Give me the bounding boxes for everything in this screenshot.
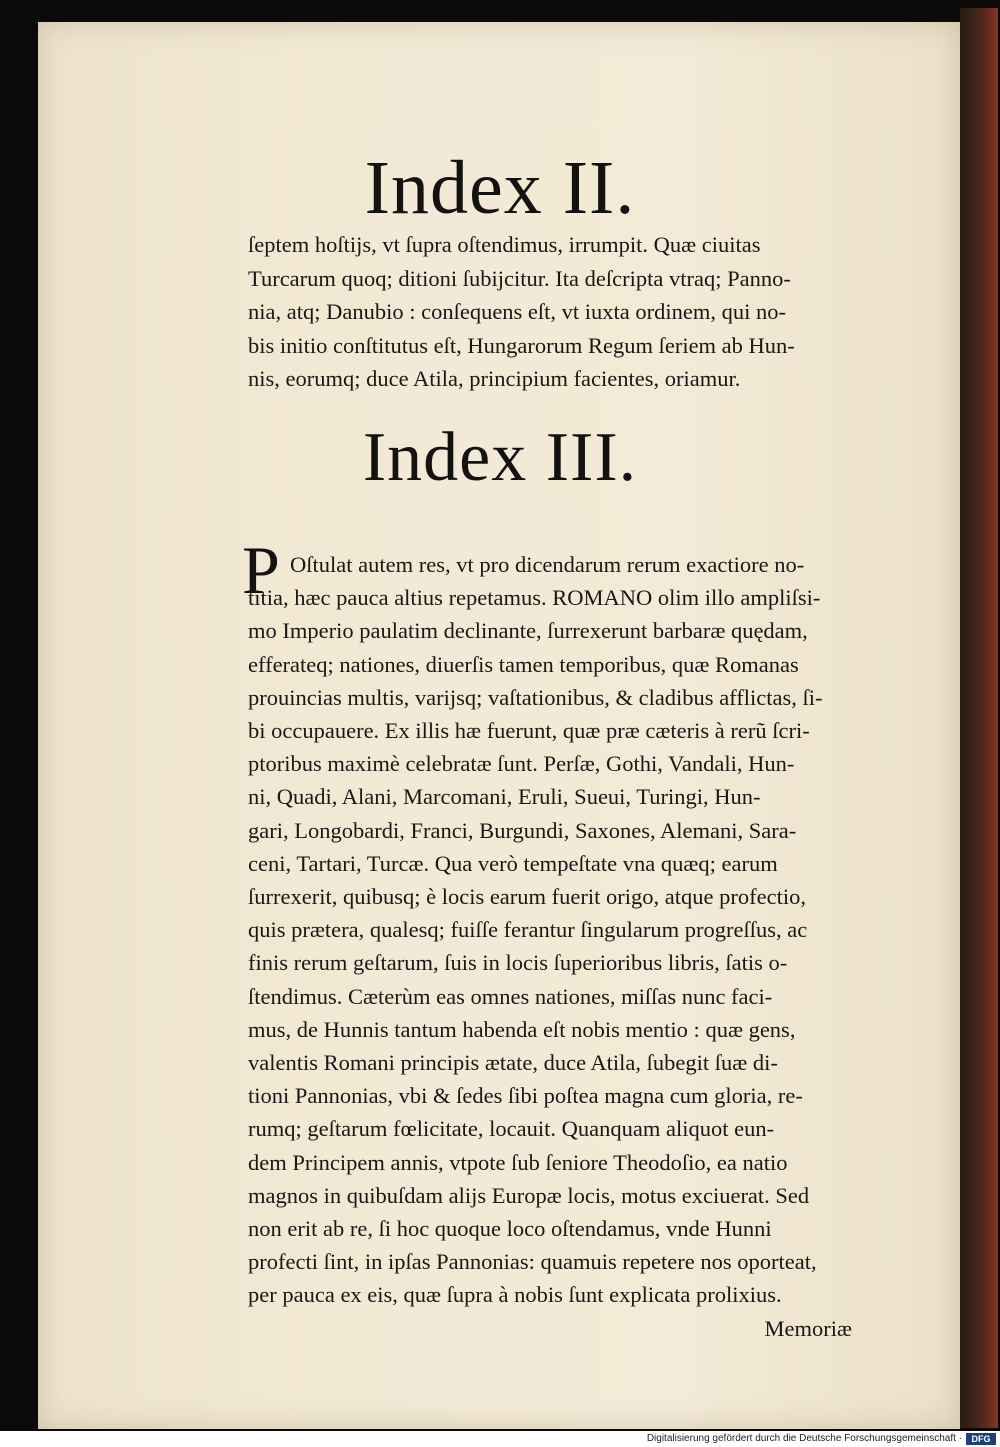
text-line: mus, de Hunnis tantum habenda eſt nobis mentio : quæ gens, [248, 1016, 796, 1042]
footer-bar [0, 1431, 1000, 1447]
text-line: tioni Pannonias, vbi & ſedes ſibi poſtea magna cum gloria, re- [248, 1083, 803, 1109]
index-ii-text [248, 228, 848, 396]
index-iii-heading: Index III. [362, 419, 638, 496]
text-line: bi occupauere. Ex illis hæ fuerunt, quæ præ cæteris à rerũ ſcri- [248, 718, 810, 744]
text-line: ſtendimus. Cæterùm eas omnes nationes, miſſas nunc faci- [248, 983, 773, 1009]
text-line: nis, eorumq; duce Atila, principium facientes, oriamur. [248, 366, 741, 391]
text-line: bis initio conſtitutus eſt, Hungarorum Regum ſeriem ab Hun- [248, 332, 795, 358]
text-line: mo Imperio paulatim declinante, ſurrexerunt barbaræ quędam, [248, 618, 808, 644]
text-line: valentis Romani principis ætate, duce Atila, ſubegit ſuæ di- [248, 1050, 778, 1076]
drop-cap: P [242, 532, 280, 608]
text-line: quis prætera, qualesq; fuiſſe ferantur ſingularum progreſſus, ac [248, 917, 808, 943]
text-line: ſeptem hoſtijs, vt ſupra oſtendimus, irrumpit. Quæ ciuitas [248, 232, 761, 257]
text-line: dem Principem annis, vtpote ſub ſeniore Theodoſio, ea natio [248, 1149, 788, 1175]
text-line: efferateq; nationes, diuerſis tamen temporibus, quæ Romanas [248, 651, 799, 677]
text-line: finis rerum geſtarum, ſuis in locis ſuperioribus libris, ſatis o- [248, 950, 788, 976]
text-line: Turcarum quoq; ditioni ſubijcitur. Ita deſcripta vtraq; Panno- [248, 265, 791, 291]
index-ii-heading: Index II. [364, 146, 636, 230]
text-line: ni, Quadi, Alani, Marcomani, Eruli, Sueui, Turingi, Hun- [248, 784, 761, 810]
text-line: Oſtulat autem res, vt pro dicendarum rerum exactiore no- [290, 552, 805, 577]
text-line: titia, hæc pauca altius repetamus. ROMANO olim illo ampliſsi- [248, 585, 821, 611]
text-line: profecti ſint, in ipſas Pannonias: quamuis repetere nos oporteat, [248, 1249, 817, 1275]
text-line: nia, atq; Danubio : conſequens eſt, vt iuxta ordinem, qui no- [248, 299, 787, 324]
dfg-logo: DFG [966, 1433, 996, 1445]
dfg-credit: Digitalisierung gefördert durch die Deutsche Forschungsgemeinschaft · [646, 1433, 962, 1444]
text-line: gari, Longobardi, Franci, Burgundi, Saxones, Alemani, Sara- [248, 817, 797, 843]
index-iii-text [248, 548, 858, 1345]
text-line: magnos in quibuſdam alijs Europæ locis, motus exciuerat. Sed [248, 1182, 810, 1208]
text-line: non erit ab re, ſi hoc quoque loco oſtendamus, vnde Hunni [248, 1216, 772, 1242]
text-line: ptoribus maximè celebratæ ſunt. Perſæ, Gothi, Vandali, Hun- [248, 751, 795, 777]
text-line: rumq; geſtarum fœlicitate, locauit. Quanquam aliquot eun- [248, 1116, 775, 1142]
text-line: ſurrexerit, quibusq; è locis earum fuerit origo, atque profectio, [248, 884, 806, 910]
text-line: prouincias multis, varijsq; vaſtationibus, & cladibus afflictas, ſi- [248, 684, 823, 710]
text-line: ceni, Tartari, Turcæ. Qua verò tempeſtate vna quæq; earum [248, 850, 778, 876]
catchword: Memoriæ [764, 1315, 852, 1341]
text-line: per pauca ex eis, quæ ſupra à nobis ſunt explicata prolixius. [248, 1282, 782, 1308]
